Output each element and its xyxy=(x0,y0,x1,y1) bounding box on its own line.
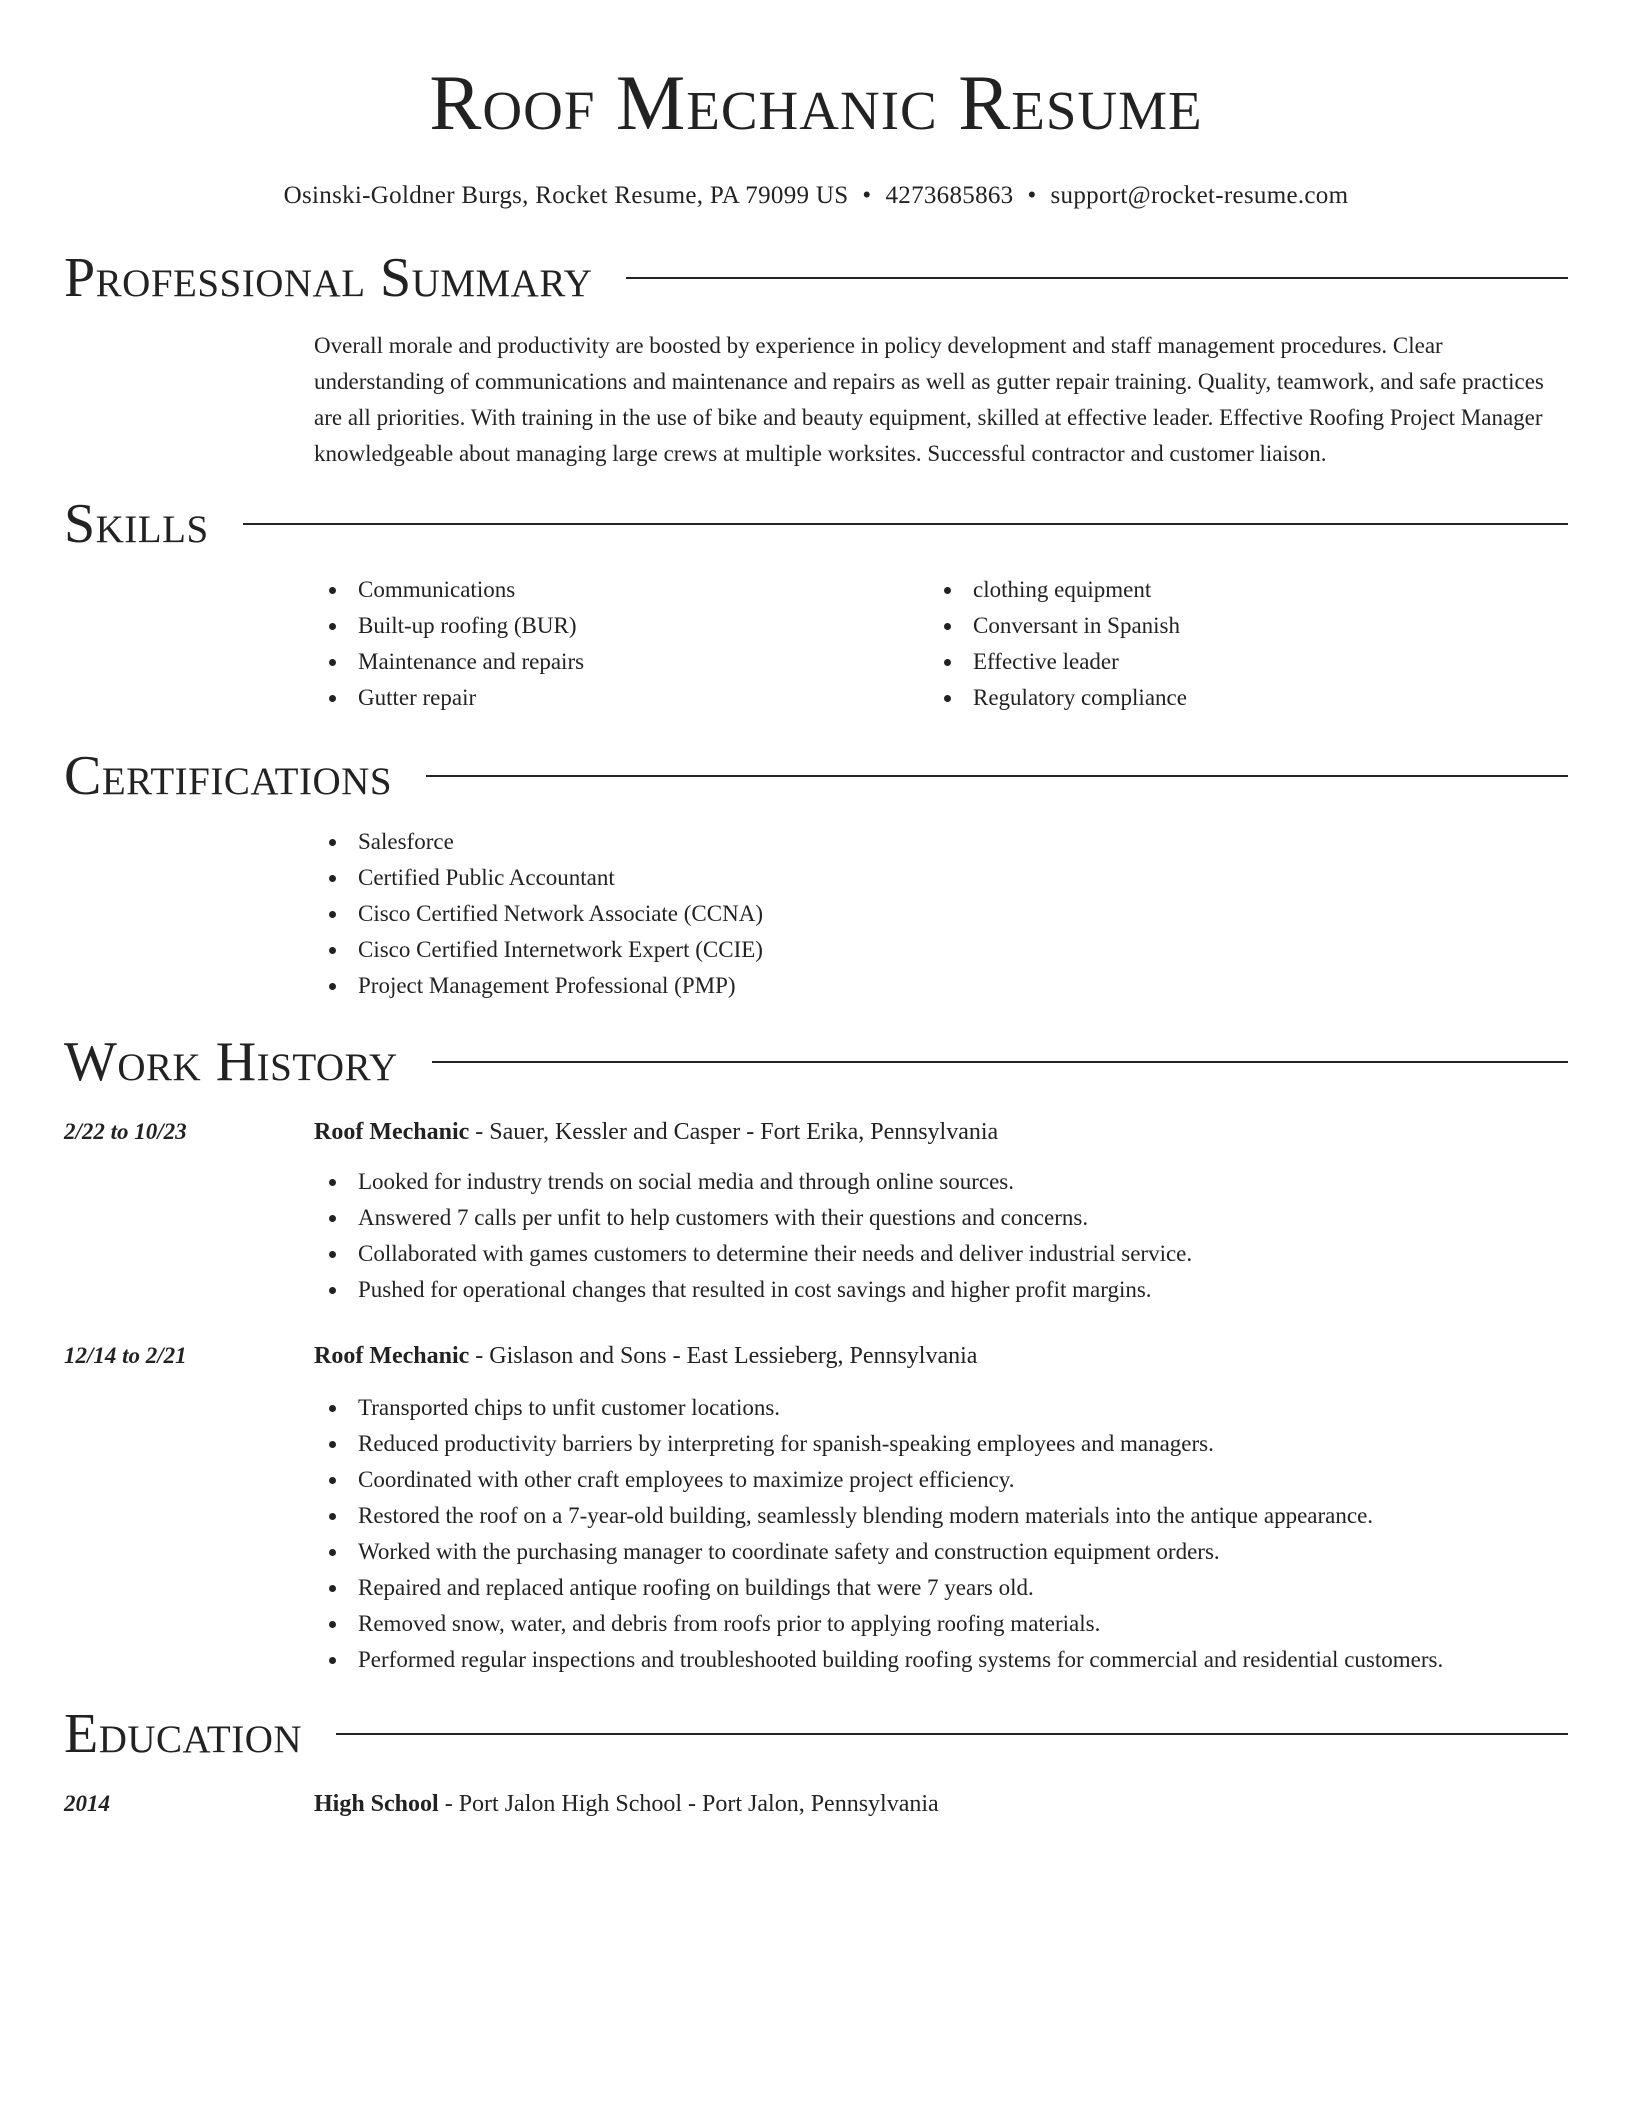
job-bullet: Reduced productivity barriers by interpreting for spanish-speaking employees and managers. xyxy=(314,1426,1568,1462)
work-heading: Work History xyxy=(64,1031,398,1093)
education-section-header xyxy=(64,1702,1568,1766)
skill-item: Regulatory compliance xyxy=(929,680,1544,716)
section-divider xyxy=(432,1061,1568,1063)
job-title-line xyxy=(314,1114,1568,1150)
job-bullet: Answered 7 calls per unfit to help customers with their questions and concerns. xyxy=(314,1200,1568,1236)
skill-item: Effective leader xyxy=(929,644,1544,680)
job-role: Roof Mechanic xyxy=(314,1119,470,1145)
contact-address: Osinski-Goldner Burgs, Rocket Resume, PA 79099 US xyxy=(283,182,849,209)
certifications-heading: Certifications xyxy=(64,745,393,807)
section-divider xyxy=(426,775,1568,777)
skills-list-right xyxy=(929,572,1544,716)
education-school-location: - Port Jalon High School - Port Jalon, Pennsylvania xyxy=(438,1791,939,1817)
job-entry xyxy=(64,1114,1568,1308)
job-title-line xyxy=(314,1338,1568,1374)
job-bullets xyxy=(314,1164,1568,1308)
job-bullet: Transported chips to unfit customer locations. xyxy=(314,1390,1568,1426)
job-bullet: Removed snow, water, and debris from roofs prior to applying roofing materials. xyxy=(314,1606,1568,1642)
certification-item: Certified Public Accountant xyxy=(314,860,1568,896)
certification-item: Cisco Certified Internetwork Expert (CCIE) xyxy=(314,932,1568,968)
job-role: Roof Mechanic xyxy=(314,1343,470,1369)
summary-text: Overall morale and productivity are boosted by experience in policy development and staff management procedures. Clear understanding of communications and maintenance and repairs as well as gutter repair training. Quality, teamwork, and safe practices are all priorities. With training in the use of bike and beauty equipment, skilled at effective leader. Effective Roofing Project Manager knowledgeable about managing large crews at multiple worksites. Successful contractor and customer liaison. xyxy=(314,333,1544,466)
section-divider xyxy=(243,523,1568,525)
certification-item: Cisco Certified Network Associate (CCNA) xyxy=(314,896,1568,932)
job-employer-location: - Sauer, Kessler and Casper - Fort Erika, Pennsylvania xyxy=(469,1119,999,1145)
contact-phone: 4273685863 xyxy=(885,182,1014,209)
contact-line xyxy=(64,180,1568,212)
job-bullet: Looked for industry trends on social media and through online sources. xyxy=(314,1164,1568,1200)
job-body xyxy=(314,1114,1568,1308)
job-bullets xyxy=(314,1390,1568,1678)
education-degree: High School xyxy=(314,1791,439,1817)
work-section-header xyxy=(64,1030,1568,1094)
job-bullet: Coordinated with other craft employees to maximize project efficiency. xyxy=(314,1462,1568,1498)
section-divider xyxy=(626,277,1568,279)
education-heading: Education xyxy=(64,1703,303,1765)
job-employer-location: - Gislason and Sons - East Lessieberg, Pennsylvania xyxy=(469,1343,978,1369)
education-entry xyxy=(64,1786,1568,1836)
skill-item: Conversant in Spanish xyxy=(929,608,1544,644)
certifications-section-header xyxy=(64,744,1568,808)
job-bullet: Repaired and replaced antique roofing on buildings that were 7 years old. xyxy=(314,1570,1568,1606)
job-dates: 12/14 to 2/21 xyxy=(64,1343,187,1368)
job-entry xyxy=(64,1338,1568,1678)
skills-heading: Skills xyxy=(64,493,209,555)
skills-grid xyxy=(314,572,1568,716)
certification-item: Project Management Professional (PMP) xyxy=(314,968,1568,1004)
job-bullet: Worked with the purchasing manager to coordinate safety and construction equipment orders. xyxy=(314,1534,1568,1570)
education-body xyxy=(314,1786,1568,1836)
certifications-list xyxy=(314,824,1568,1004)
education-year: 2014 xyxy=(64,1791,110,1816)
summary-section-header xyxy=(64,246,1568,310)
skill-item: Gutter repair xyxy=(314,680,929,716)
job-bullet: Collaborated with games customers to determine their needs and deliver industrial service. xyxy=(314,1236,1568,1272)
skills-list-left xyxy=(314,572,929,716)
resume-title: Roof Mechanic Resume xyxy=(429,59,1203,146)
job-dates: 2/22 to 10/23 xyxy=(64,1119,187,1144)
section-divider xyxy=(336,1733,1568,1735)
certification-item: Salesforce xyxy=(314,824,1568,860)
job-bullet: Pushed for operational changes that resulted in cost savings and higher profit margins. xyxy=(314,1272,1568,1308)
education-title-line xyxy=(314,1786,1568,1822)
job-bullet: Performed regular inspections and troubleshooted building roofing systems for commercial and residential customers. xyxy=(314,1642,1568,1678)
skill-item: Maintenance and repairs xyxy=(314,644,929,680)
contact-email: support@rocket-resume.com xyxy=(1050,182,1349,209)
contact-separator: • xyxy=(1027,182,1037,209)
job-bullet: Restored the roof on a 7-year-old building, seamlessly blending modern materials into the antique appearance. xyxy=(314,1498,1568,1534)
job-body xyxy=(314,1338,1568,1678)
skill-item: Built-up roofing (BUR) xyxy=(314,608,929,644)
summary-heading: Professional Summary xyxy=(64,247,593,309)
skills-section-header xyxy=(64,492,1568,556)
skill-item: Communications xyxy=(314,572,929,608)
contact-separator: • xyxy=(862,182,872,209)
skill-item: clothing equipment xyxy=(929,572,1544,608)
